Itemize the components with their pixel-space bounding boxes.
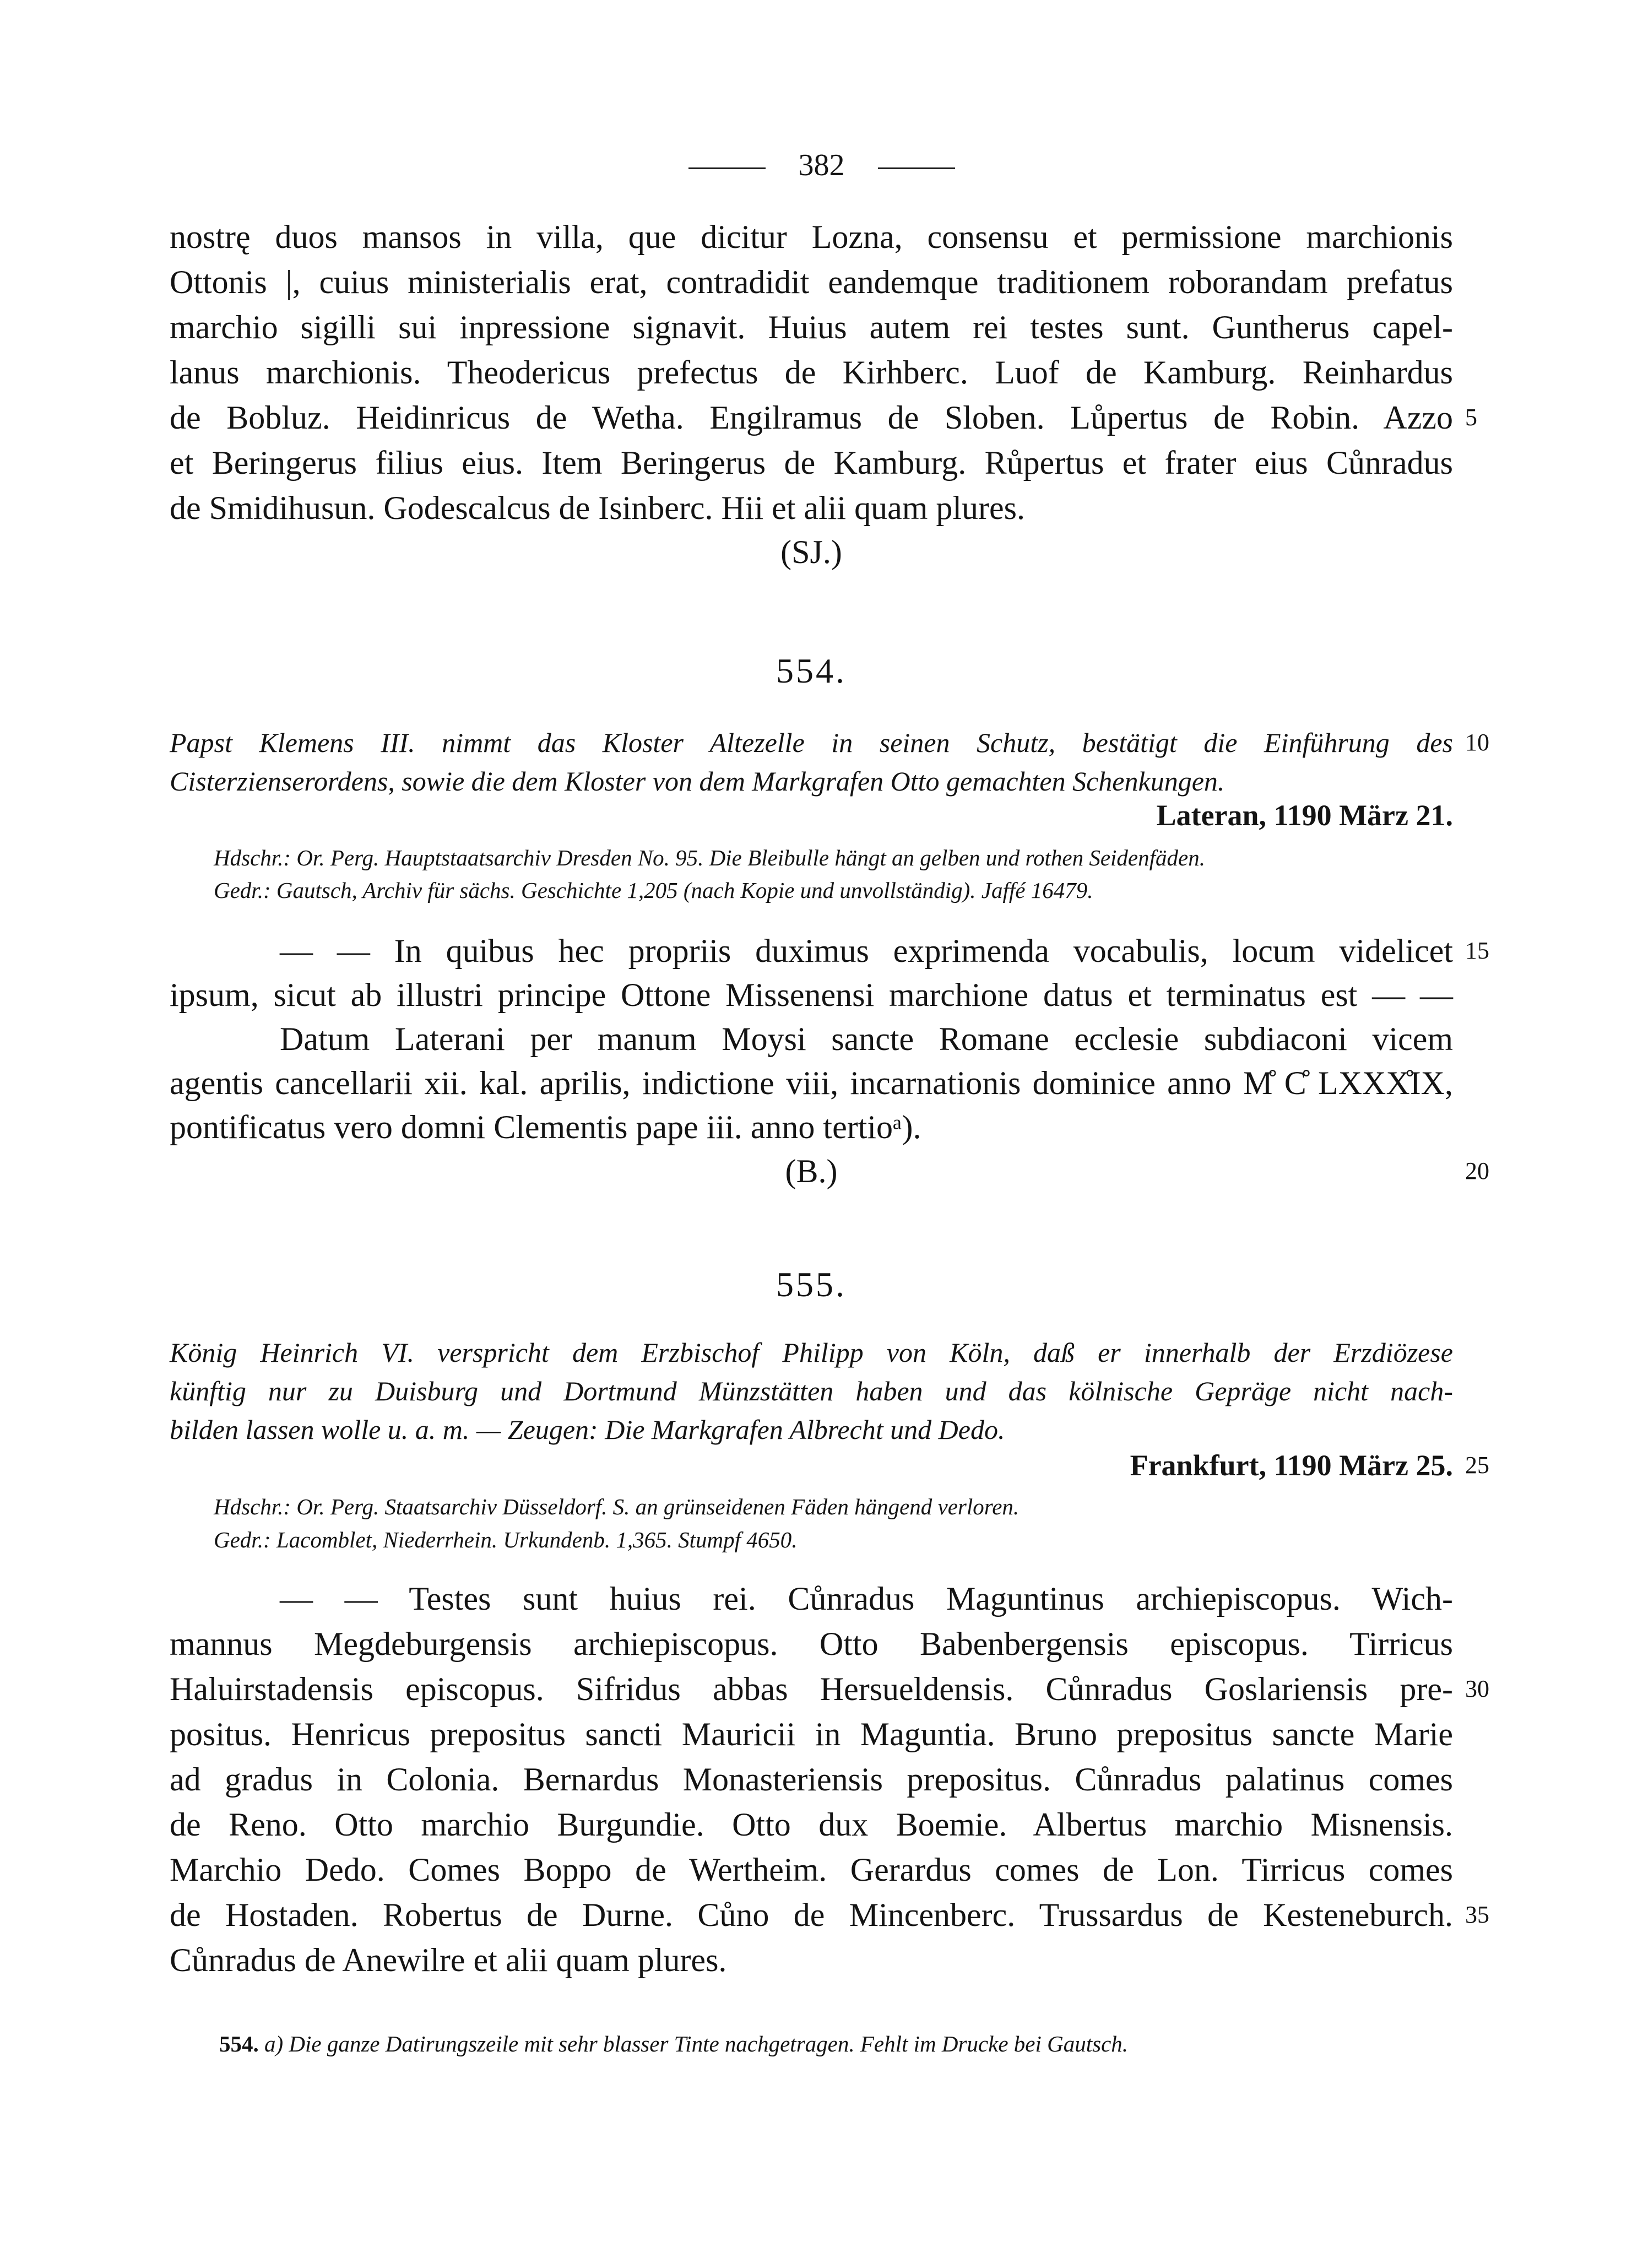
text-line: de Hostaden. Robertus de Durne. Cůno de Mincenberc. Trussardus de Kesteneburch.	[170, 1897, 1453, 1933]
document-date: Lateran, 1190 März 21.	[1156, 799, 1453, 832]
source-mark: (B.)	[785, 1153, 838, 1189]
footnote	[219, 2027, 1503, 2060]
page-number: 382	[798, 148, 845, 182]
header-rule-right	[878, 167, 955, 169]
line-number: 25	[1465, 1452, 1489, 1479]
text-line: positus. Henricus prepositus sancti Mauricii in Maguntia. Bruno prepositus sancte Marie	[170, 1716, 1453, 1752]
text-line: Datum Laterani per manum Moysi sancte Romane ecclesie subdiaconi vicem	[280, 1021, 1453, 1057]
line-number: 15	[1465, 937, 1489, 964]
line-number: 5	[1465, 404, 1477, 431]
source-note: Hdschr.: Or. Perg. Hauptstaatsarchiv Dresden No. 95. Die Bleibulle hängt an gelben und rothen Seidenfäden.	[214, 845, 1205, 870]
line-number: 35	[1465, 1901, 1489, 1928]
text-line: Ottonis |, cuius ministerialis erat, contradidit eandemque traditionem roborandam prefatus	[170, 264, 1453, 300]
source-note: Hdschr.: Or. Perg. Staatsarchiv Düsseldorf. S. an grünseidenen Fäden hängend verloren.	[214, 1494, 1020, 1519]
text-line: — — Testes sunt huius rei. Cůnradus Maguntinus archiepiscopus. Wich-	[280, 1580, 1453, 1617]
line-number: 10	[1465, 729, 1489, 756]
regest-line: König Heinrich VI. verspricht dem Erzbischof Philipp von Köln, daß er innerhalb der Erzdiözese	[170, 1337, 1453, 1368]
text-line: marchio sigilli sui inpressione signavit. Huius autem rei testes sunt. Guntherus capel-	[170, 309, 1453, 345]
regest-line: künftig nur zu Duisburg und Dortmund Münzstätten haben und das kölnische Gepräge nicht nach-	[170, 1376, 1453, 1406]
text-line: et Beringerus filius eius. Item Beringerus de Kamburg. Růpertus et frater eius Cůnradus	[170, 445, 1453, 481]
text-line: mannus Megdeburgensis archiepiscopus. Otto Babenbergensis episcopus. Tirricus	[170, 1626, 1453, 1662]
text-line: de Bobluz. Heidinricus de Wetha. Engilramus de Sloben. Lůpertus de Robin. Azzo	[170, 399, 1453, 436]
line-number: 20	[1465, 1157, 1489, 1184]
source-note: Gedr.: Gautsch, Archiv für sächs. Geschichte 1,205 (nach Kopie und unvollständig). Jaffé 16479.	[214, 878, 1093, 903]
text-line: Marchio Dedo. Comes Boppo de Wertheim. Gerardus comes de Lon. Tirricus comes	[170, 1852, 1453, 1888]
text-line: nostrę duos mansos in villa, que dicitur Lozna, consensu et permissione marchionis	[170, 219, 1453, 255]
footnote-text: a) Die ganze Datirungszeile mit sehr blasser Tinte nachgetragen. Fehlt im Drucke bei Gautsch.	[264, 2031, 1129, 2056]
source-note: Gedr.: Lacomblet, Niederrhein. Urkundenb. 1,365. Stumpf 4650.	[214, 1527, 798, 1552]
text-line: lanus marchionis. Theodericus prefectus de Kirhberc. Luof de Kamburg. Reinhardus	[170, 354, 1453, 391]
text-line: Haluirstadensis episcopus. Sifridus abbas Hersueldensis. Cůnradus Goslariensis pre-	[170, 1671, 1453, 1707]
document-date: Frankfurt, 1190 März 25.	[1130, 1449, 1453, 1482]
header-rule-left	[688, 167, 766, 169]
page-header	[0, 148, 1643, 183]
text-line: agentis cancellarii xii. kal. aprilis, indictione viii, incarnationis dominice anno M̊ C̊ LXXX̊IX,	[170, 1065, 1453, 1101]
regest-line: Cisterzienserordens, sowie die dem Kloster von dem Markgrafen Otto gemachten Schenkungen.	[170, 766, 1225, 797]
text-line: Cůnradus de Anewilre et alii quam plures.	[170, 1942, 727, 1978]
source-mark: (SJ.)	[780, 534, 842, 570]
regest-line: Papst Klemens III. nimmt das Kloster Altezelle in seinen Schutz, bestätigt die Einführung des	[170, 727, 1453, 758]
document-number-555: 555.	[776, 1265, 847, 1304]
text-line: — — In quibus hec propriis duximus exprimenda vocabulis, locum videlicet	[280, 933, 1453, 969]
footnote-ref: 554.	[219, 2031, 259, 2056]
text-line: de Smidihusun. Godescalcus de Isinberc. Hii et alii quam plures.	[170, 490, 1025, 526]
document-number-554: 554.	[776, 651, 847, 690]
text-line: pontificatus vero domni Clementis pape iii. anno tertioᵃ).	[170, 1109, 921, 1145]
text-line: ad gradus in Colonia. Bernardus Monasteriensis prepositus. Cůnradus palatinus comes	[170, 1761, 1453, 1798]
text-line: de Reno. Otto marchio Burgundie. Otto dux Boemie. Albertus marchio Misnensis.	[170, 1806, 1453, 1843]
text-line: ipsum, sicut ab illustri principe Ottone Missenensi marchione datus et terminatus est — —	[170, 977, 1453, 1013]
regest-line: bilden lassen wolle u. a. m. — Zeugen: Die Markgrafen Albrecht und Dedo.	[170, 1414, 1005, 1445]
line-number: 30	[1465, 1675, 1489, 1702]
